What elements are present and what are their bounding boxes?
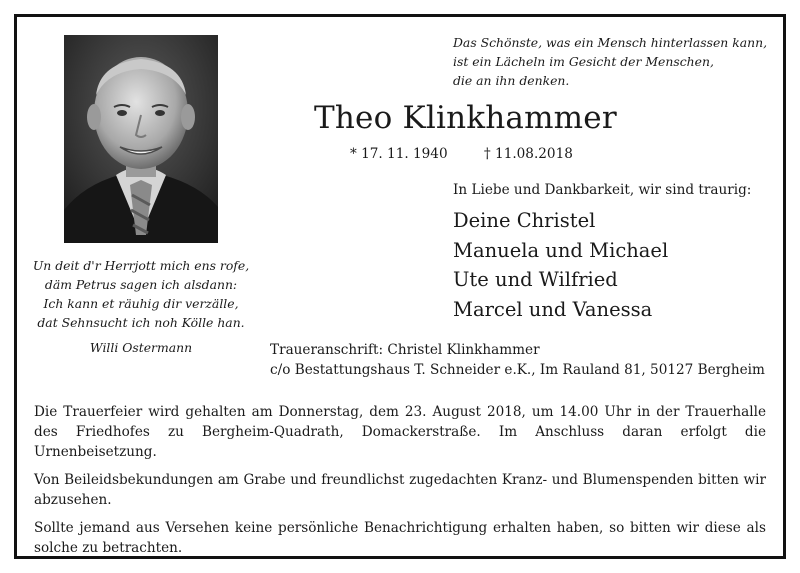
- mourning-address: [270, 340, 765, 380]
- portrait-photo: [64, 35, 218, 243]
- quote-block: [453, 33, 773, 90]
- poem-line: däm Petrus sagen ich alsdann:: [44, 277, 238, 292]
- mourners-intro: In Liebe und Dankbarkeit, wir sind traurig:: [453, 182, 752, 198]
- death-date: † 11.08.2018: [483, 146, 573, 162]
- poem-author: Willi Ostermann: [89, 340, 193, 355]
- quote-line: Das Schönste, was ein Mensch hinterlassen kann,: [453, 35, 768, 50]
- notification-paragraph: Sollte jemand aus Versehen keine persönliche Benachrichtigung erhalten haben, so bitten wir diese als solche zu betrachten.: [34, 520, 766, 556]
- poem-line: dat Sehnsucht ich noh Kölle han.: [37, 315, 245, 330]
- mourner-name: Ute und Wilfried: [453, 268, 618, 291]
- funeral-paragraph: Die Trauerfeier wird gehalten am Donnerstag, dem 23. August 2018, um 14.00 Uhr in der Trauerhalle des Friedhofes zu Bergheim-Quadrath, Domackerstraße. Im Anschluss daran erfolgt die Urnenbeisetzung.: [34, 404, 766, 460]
- poem-line: Un deit d'r Herrjott mich ens rofe,: [32, 258, 250, 273]
- poem-block: [26, 256, 256, 332]
- mourner-name: Deine Christel: [453, 209, 596, 232]
- mourner-name: Marcel und Vanessa: [453, 297, 653, 321]
- life-dates: [350, 146, 573, 162]
- address-line: c/o Bestattungshaus T. Schneider e.K., Im Rauland 81, 50127 Bergheim: [270, 362, 765, 378]
- quote-line: ist ein Lächeln im Gesicht der Menschen,: [453, 54, 714, 69]
- poem-line: Ich kann et räuhig dir verzälle,: [43, 296, 239, 311]
- condolence-paragraph: Von Beileidsbekundungen am Grabe und freundlichst zugedachten Kranz- und Blumenspenden bitten wir abzusehen.: [34, 472, 766, 508]
- mourner-name: Manuela und Michael: [453, 238, 669, 262]
- birth-date: * 17. 11. 1940: [350, 146, 448, 162]
- notice-body: [34, 402, 766, 566]
- address-line: Traueranschrift: Christel Klinkhammer: [270, 342, 540, 358]
- deceased-name: Theo Klinkhammer: [314, 100, 617, 136]
- mourners-list: [453, 206, 668, 324]
- quote-line: die an ihn denken.: [453, 73, 570, 88]
